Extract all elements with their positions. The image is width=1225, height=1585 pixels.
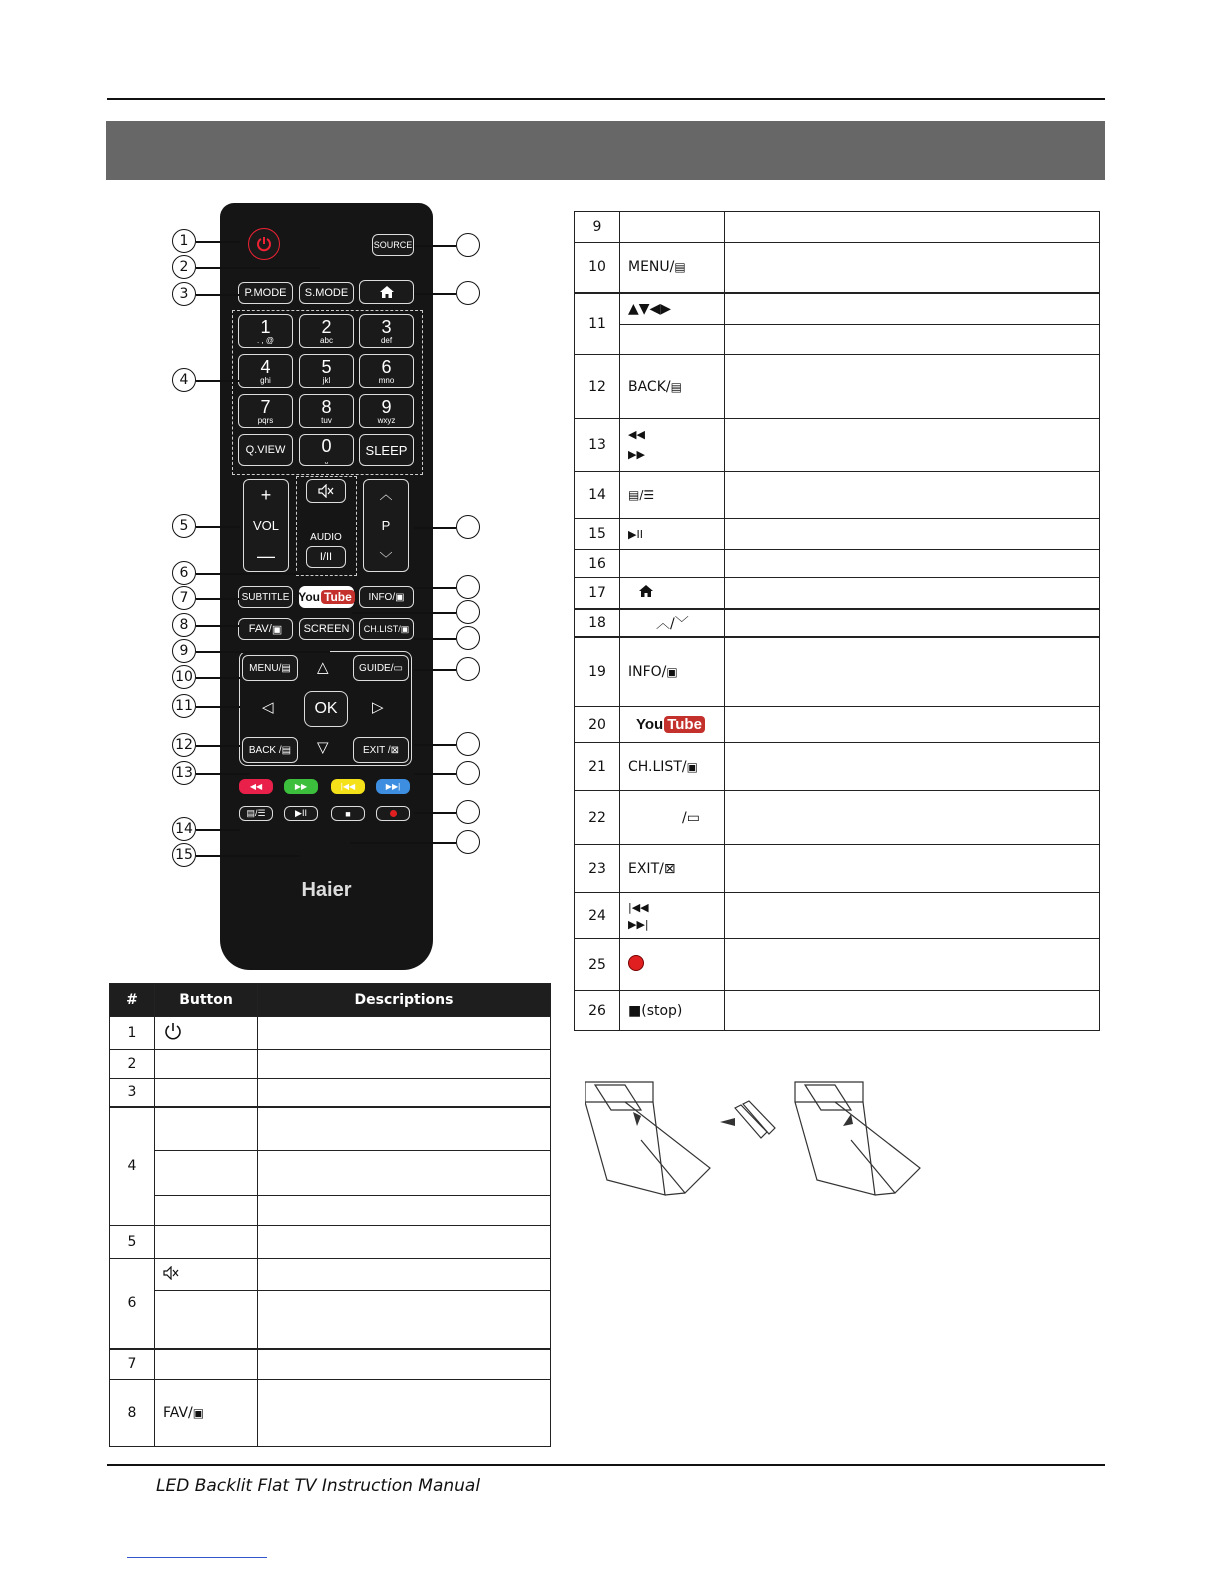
guide-button: GUIDE/ ▭ bbox=[353, 655, 409, 681]
col-header-button: Button bbox=[155, 984, 258, 1017]
row-num: 18 bbox=[575, 609, 620, 637]
row-button bbox=[155, 1151, 258, 1196]
callout-leader-line bbox=[196, 773, 250, 775]
callout-7: 7 bbox=[172, 586, 196, 610]
row-button bbox=[620, 578, 725, 609]
row-num: 19 bbox=[575, 637, 620, 707]
info-icon: ▣ bbox=[666, 664, 678, 679]
power-icon bbox=[163, 1021, 183, 1041]
arrow-keys-icon: ▲▼◀▶ bbox=[628, 300, 672, 317]
row-button bbox=[620, 939, 725, 991]
callout-leader-line bbox=[414, 293, 456, 295]
button-table-1 bbox=[109, 983, 551, 1447]
row-button bbox=[620, 791, 725, 845]
back-icon: ▤ bbox=[281, 744, 292, 756]
play-pause-button: ▶II bbox=[284, 806, 318, 821]
callout-leader-line bbox=[196, 526, 240, 528]
callout-right-marker bbox=[456, 600, 480, 624]
row-description bbox=[258, 1259, 551, 1291]
audio-label: AUDIO bbox=[310, 532, 342, 543]
fav-icon: ▣ bbox=[192, 1406, 205, 1420]
callout-right-marker bbox=[456, 233, 480, 257]
teletext-button: ▤/☰ bbox=[239, 806, 273, 821]
callout-leader-line bbox=[196, 829, 240, 831]
menu-icon: ▤ bbox=[674, 260, 686, 275]
col-header-descriptions: Descriptions bbox=[258, 984, 551, 1017]
subtitle-button: SUBTITLE bbox=[238, 586, 293, 608]
callout-right-marker bbox=[456, 515, 480, 539]
batteries-drawing bbox=[735, 1101, 775, 1138]
down-arrow-icon: ▽ bbox=[317, 738, 329, 756]
rewind-icon: ◀◀ bbox=[628, 428, 645, 441]
guide-icon: /▭ bbox=[682, 809, 700, 826]
smode-button: S.MODE bbox=[299, 282, 354, 304]
digit-8-button: 8 tuv bbox=[299, 394, 354, 428]
record-icon bbox=[628, 955, 644, 971]
fav-icon: ▣ bbox=[271, 623, 283, 636]
row-description bbox=[258, 1291, 551, 1349]
callout-leader-line bbox=[196, 241, 240, 243]
row-button: MENU/▤ bbox=[620, 243, 725, 293]
info-icon: ▣ bbox=[395, 591, 405, 603]
home-icon bbox=[638, 584, 654, 598]
source-button: SOURCE bbox=[372, 234, 414, 256]
row-num: 14 bbox=[575, 472, 620, 519]
row-button bbox=[620, 550, 725, 578]
callout-right-marker bbox=[456, 830, 480, 854]
ok-button: OK bbox=[304, 691, 348, 727]
callout-15: 15 bbox=[172, 843, 196, 867]
callout-leader-line bbox=[414, 527, 456, 529]
row-button bbox=[155, 1196, 258, 1226]
row-button: CH.LIST/▣ bbox=[620, 743, 725, 791]
callout-leader-line bbox=[196, 625, 240, 627]
callout-right-marker bbox=[456, 575, 480, 599]
callout-leader-line bbox=[350, 842, 456, 844]
red-rewind-button: ◀◀ bbox=[239, 779, 273, 794]
row-button: BACK/▤ bbox=[620, 355, 725, 419]
row-button bbox=[155, 1349, 258, 1380]
row-button bbox=[155, 1079, 258, 1107]
callout-leader-line bbox=[352, 612, 456, 614]
row-num: 26 bbox=[575, 991, 620, 1031]
row-num: 13 bbox=[575, 419, 620, 472]
remote-back-open-drawing bbox=[585, 1082, 710, 1195]
callout-leader-line bbox=[196, 706, 240, 708]
digit-9-button: 9 wxyz bbox=[359, 394, 414, 428]
blue-next-button: ▶▶| bbox=[376, 779, 410, 794]
youtube-logo: You Tube bbox=[636, 716, 705, 733]
digit-7-button: 7 pqrs bbox=[238, 394, 293, 428]
row-description bbox=[258, 1151, 551, 1196]
row-num: 1 bbox=[110, 1017, 155, 1050]
callout-leader-line bbox=[414, 812, 456, 814]
callout-leader-line bbox=[196, 651, 330, 653]
row-description bbox=[258, 1226, 551, 1259]
yellow-prev-button: |◀◀ bbox=[331, 779, 365, 794]
digit-6-button: 6 mno bbox=[359, 354, 414, 388]
digit-4-button: 4 ghi bbox=[238, 354, 293, 388]
record-button bbox=[376, 806, 410, 821]
mute-icon bbox=[318, 484, 334, 498]
callout-4: 4 bbox=[172, 368, 196, 392]
callout-leader-line bbox=[196, 598, 240, 600]
row-description bbox=[725, 791, 1100, 845]
row-num: 11 bbox=[575, 293, 620, 355]
callout-leader-line bbox=[414, 744, 456, 746]
callout-14: 14 bbox=[172, 817, 196, 841]
callout-2: 2 bbox=[172, 255, 196, 279]
footer-link-underline bbox=[127, 1557, 267, 1558]
row-description bbox=[725, 743, 1100, 791]
callout-leader-line bbox=[196, 380, 240, 382]
channel-up-icon: ︿ bbox=[379, 487, 393, 502]
sleep-button: SLEEP bbox=[359, 434, 414, 466]
row-num: 7 bbox=[110, 1349, 155, 1380]
row-num: 12 bbox=[575, 355, 620, 419]
row-button bbox=[155, 1017, 258, 1050]
row-description bbox=[725, 939, 1100, 991]
row-button bbox=[620, 293, 725, 325]
row-button bbox=[620, 893, 725, 939]
callout-11: 11 bbox=[172, 694, 196, 718]
up-arrow-icon: △ bbox=[317, 658, 329, 676]
row-button bbox=[620, 212, 725, 243]
callout-leader-line bbox=[414, 245, 456, 247]
row-description bbox=[258, 1107, 551, 1151]
callout-right-marker bbox=[456, 732, 480, 756]
row-num: 10 bbox=[575, 243, 620, 293]
power-button bbox=[248, 228, 280, 260]
callout-3: 3 bbox=[172, 282, 196, 306]
row-button bbox=[620, 472, 725, 519]
row-description bbox=[725, 637, 1100, 707]
green-forward-button: ▶▶ bbox=[284, 779, 318, 794]
row-num: 25 bbox=[575, 939, 620, 991]
chlist-icon: ▣ bbox=[686, 759, 698, 774]
brand-logo: Haier bbox=[301, 879, 352, 901]
row-num: 2 bbox=[110, 1050, 155, 1079]
row-button bbox=[620, 519, 725, 550]
pmode-button: P.MODE bbox=[238, 282, 293, 304]
callout-leader-line bbox=[414, 587, 456, 589]
footer-title: LED Backlit Flat TV Instruction Manual bbox=[156, 1476, 481, 1496]
battery-arrow-icon bbox=[720, 1118, 735, 1126]
row-num: 21 bbox=[575, 743, 620, 791]
row-description bbox=[258, 1196, 551, 1226]
callout-leader-line bbox=[196, 855, 300, 857]
previous-icon: |◀◀ bbox=[628, 900, 649, 914]
row-num: 5 bbox=[110, 1226, 155, 1259]
row-description bbox=[725, 419, 1100, 472]
callout-right-marker bbox=[456, 800, 480, 824]
power-icon bbox=[255, 235, 273, 253]
callout-right-marker bbox=[456, 657, 480, 681]
callout-leader-line bbox=[414, 773, 456, 775]
channel-down-icon: ﹀ bbox=[379, 551, 393, 566]
row-description bbox=[725, 845, 1100, 893]
row-button bbox=[155, 1226, 258, 1259]
row-button bbox=[620, 609, 725, 637]
row-description bbox=[258, 1050, 551, 1079]
row-description bbox=[725, 893, 1100, 939]
teletext-icon: ▤/☰ bbox=[628, 488, 655, 502]
menu-icon: ▤ bbox=[281, 662, 291, 674]
callout-leader-line bbox=[196, 294, 240, 296]
digit-2-button: 2 abc bbox=[299, 314, 354, 348]
digit-1-button: 1 . , @ bbox=[238, 314, 293, 348]
digit-5-button: 5 jkl bbox=[299, 354, 354, 388]
callout-12: 12 bbox=[172, 733, 196, 757]
row-description bbox=[725, 707, 1100, 743]
exit-button: EXIT / ⊠ bbox=[353, 737, 409, 763]
chlist-icon: ▣ bbox=[400, 623, 410, 634]
callout-leader-line bbox=[196, 745, 240, 747]
mute-button bbox=[306, 479, 346, 503]
row-description bbox=[725, 325, 1100, 355]
row-button bbox=[155, 1050, 258, 1079]
row-num: 22 bbox=[575, 791, 620, 845]
callout-right-marker bbox=[456, 626, 480, 650]
row-description bbox=[725, 243, 1100, 293]
callout-8: 8 bbox=[172, 613, 196, 637]
audio-button: I/II bbox=[306, 546, 346, 568]
callout-leader-line bbox=[414, 638, 456, 640]
bottom-rule bbox=[107, 1464, 1105, 1466]
vol-label: VOL bbox=[252, 518, 279, 533]
row-button bbox=[620, 707, 725, 743]
info-button: INFO/ ▣ bbox=[359, 586, 414, 608]
row-description bbox=[725, 991, 1100, 1031]
row-button bbox=[620, 325, 725, 355]
callout-13: 13 bbox=[172, 761, 196, 785]
row-button bbox=[155, 1107, 258, 1151]
screen-button: SCREEN bbox=[299, 618, 354, 640]
callout-5: 5 bbox=[172, 514, 196, 538]
callout-right-marker bbox=[456, 281, 480, 305]
button-table-2 bbox=[574, 211, 1100, 1031]
row-description bbox=[258, 1017, 551, 1050]
channel-up-down-icon: ︿/﹀ bbox=[656, 615, 689, 632]
row-button bbox=[155, 1259, 258, 1291]
callout-9: 9 bbox=[172, 639, 196, 663]
row-button bbox=[155, 1291, 258, 1349]
row-description bbox=[725, 472, 1100, 519]
row-num: 8 bbox=[110, 1380, 155, 1447]
row-button: FAV/▣ bbox=[155, 1380, 258, 1447]
digit-0-button: 0 ⎵ bbox=[299, 434, 354, 466]
left-arrow-icon: ◁ bbox=[262, 698, 274, 716]
row-description bbox=[725, 355, 1100, 419]
row-description bbox=[725, 212, 1100, 243]
chlist-button: CH.LIST/ ▣ bbox=[359, 618, 414, 640]
row-button: ■(stop) bbox=[620, 991, 725, 1031]
callout-leader-line bbox=[196, 677, 240, 679]
back-icon: ▤ bbox=[670, 379, 682, 394]
channel-label: P bbox=[381, 518, 391, 533]
row-num: 23 bbox=[575, 845, 620, 893]
row-description bbox=[725, 578, 1100, 609]
callout-10: 10 bbox=[172, 665, 196, 689]
vol-up-icon: + bbox=[260, 485, 272, 505]
callout-right-marker bbox=[456, 761, 480, 785]
callout-leader-line bbox=[196, 267, 320, 269]
arrow-up-icon bbox=[843, 1114, 853, 1126]
guide-icon: ▭ bbox=[393, 662, 403, 674]
vol-down-icon: — bbox=[257, 546, 275, 566]
row-description bbox=[725, 293, 1100, 325]
row-num: 16 bbox=[575, 550, 620, 578]
home-icon bbox=[379, 285, 395, 299]
row-description bbox=[725, 609, 1100, 637]
row-num: 3 bbox=[110, 1079, 155, 1107]
channel-rocker bbox=[363, 479, 409, 572]
home-button bbox=[359, 280, 414, 304]
next-icon: ▶▶| bbox=[628, 917, 649, 931]
row-description bbox=[258, 1349, 551, 1380]
mute-icon bbox=[163, 1266, 179, 1280]
row-num: 9 bbox=[575, 212, 620, 243]
row-num: 6 bbox=[110, 1259, 155, 1349]
callout-leader-line bbox=[414, 669, 456, 671]
vol-rocker bbox=[243, 479, 289, 572]
row-num: 15 bbox=[575, 519, 620, 550]
menu-button: MENU/ ▤ bbox=[242, 655, 298, 681]
row-description bbox=[258, 1380, 551, 1447]
remote-back-closed-drawing bbox=[795, 1082, 920, 1195]
right-arrow-icon: ▷ bbox=[372, 698, 384, 716]
row-num: 20 bbox=[575, 707, 620, 743]
row-button bbox=[620, 419, 725, 472]
row-description bbox=[725, 550, 1100, 578]
col-header-num: # bbox=[110, 984, 155, 1017]
callout-1: 1 bbox=[172, 229, 196, 253]
callout-6: 6 bbox=[172, 561, 196, 585]
row-button: EXIT/⊠ bbox=[620, 845, 725, 893]
row-num: 4 bbox=[110, 1107, 155, 1226]
row-description bbox=[258, 1079, 551, 1107]
play-pause-icon: ▶II bbox=[628, 528, 643, 541]
exit-icon: ⊠ bbox=[663, 860, 676, 877]
youtube-button: You Tube bbox=[299, 586, 354, 608]
section-banner bbox=[106, 121, 1105, 180]
row-num: 24 bbox=[575, 893, 620, 939]
digit-3-button: 3 def bbox=[359, 314, 414, 348]
stop-button: ■ bbox=[331, 806, 365, 821]
row-num: 17 bbox=[575, 578, 620, 609]
row-button: INFO/▣ bbox=[620, 637, 725, 707]
top-rule bbox=[107, 98, 1105, 100]
row-description bbox=[725, 519, 1100, 550]
battery-installation-illustration bbox=[585, 1080, 930, 1205]
qview-button: Q.VIEW bbox=[238, 434, 293, 466]
exit-icon: ⊠ bbox=[390, 744, 399, 756]
fast-forward-icon: ▶▶ bbox=[628, 448, 645, 461]
callout-leader-line bbox=[196, 573, 330, 575]
back-button: BACK / ▤ bbox=[242, 737, 298, 763]
fav-button: FAV/ ▣ bbox=[238, 618, 293, 640]
